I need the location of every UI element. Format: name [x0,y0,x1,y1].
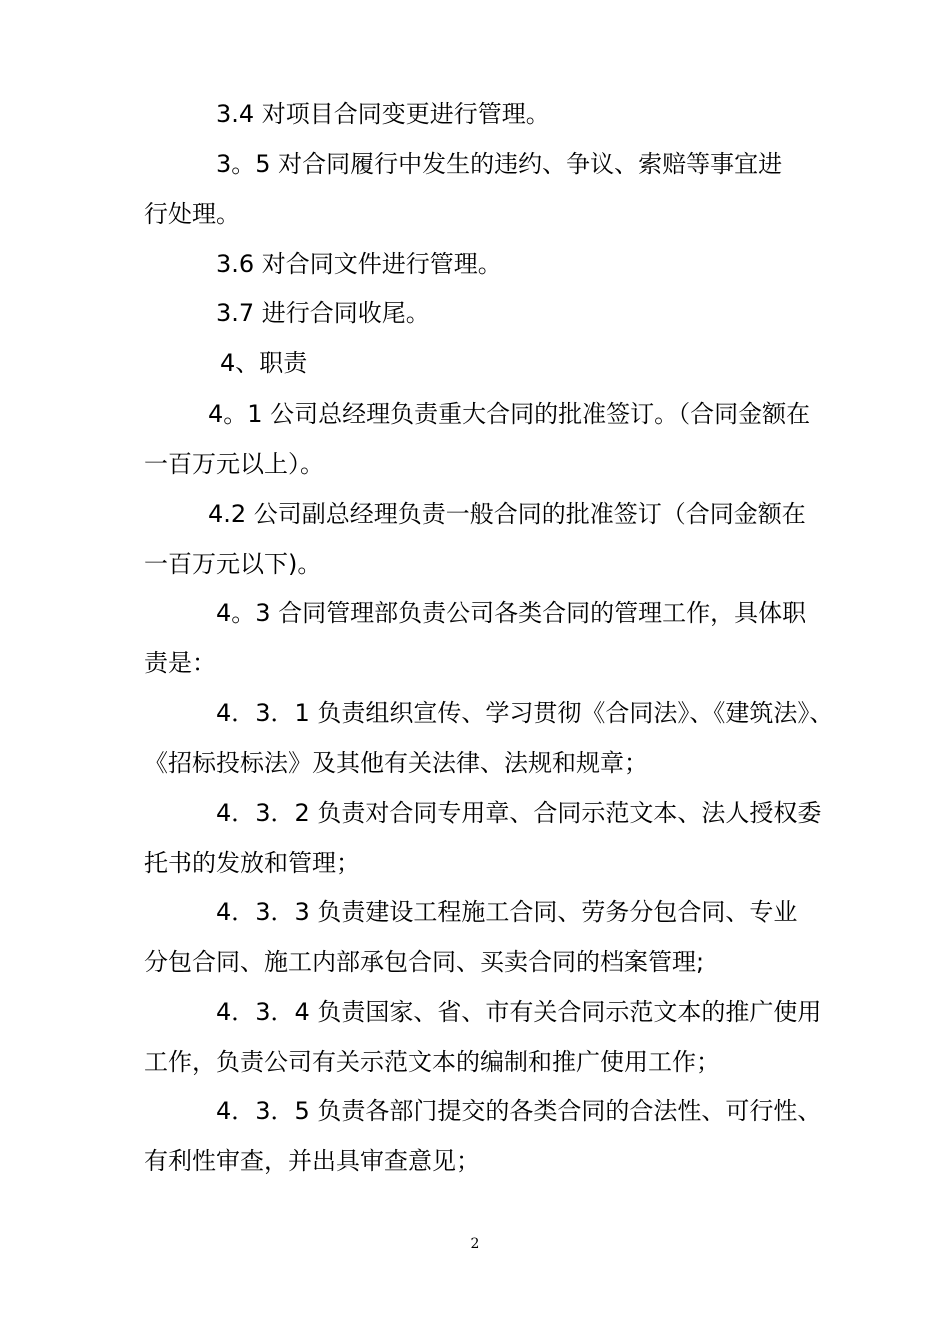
text-line: 一百万元以下)。 [144,550,322,578]
paragraph-4-3-2 [144,788,822,888]
text-line: 托书的发放和管理； [144,849,360,877]
paragraph-3-5 [144,139,814,239]
text-line: 3.4 对项目合同变更进行管理。 [216,100,550,128]
text-line: 工作，负责公司有关示范文本的编制和推广使用工作； [144,1048,720,1076]
text-line: 4.2 公司副总经理负责一般合同的批准签订（合同金额在 [208,500,806,528]
text-line: 3.7 进行合同收尾。 [216,299,430,327]
text-line: 行处理。 [144,200,240,228]
paragraph-4-3-3 [144,887,814,987]
page-number: 2 [470,1236,480,1252]
text-line: 4．3．1 负责组织宣传、学习贯彻《合同法》、《建筑法》、 [216,699,834,727]
text-line: 一百万元以上）。 [144,450,324,478]
text-line: 分包合同、施工内部承包合同、买卖合同的档案管理; [144,948,705,976]
text-line: 4。1 公司总经理负责重大合同的批准签订。（合同金额在 [208,400,811,428]
paragraph-4-2 [144,489,814,589]
paragraph-4-3-4 [144,987,822,1087]
text-line: 有利性审查，并出具审查意见； [144,1147,480,1175]
text-line: 4．3．3 负责建设工程施工合同、劳务分包合同、专业 [216,898,798,926]
text-line: 4。3 合同管理部负责公司各类合同的管理工作，具体职 [216,599,807,627]
text-line: 责是： [144,649,216,677]
text-line: 4．3．5 负责各部门提交的各类合同的合法性、可行性、 [216,1097,822,1125]
paragraph-4-3-1 [144,688,834,788]
text-line: 3。5 对合同履行中发生的违约、争议、索赔等事宜进 [216,150,783,178]
text-line: 4．3．2 负责对合同专用章、合同示范文本、法人授权委 [216,799,822,827]
text-line: 4、职责 [220,349,308,377]
text-line: 3.6 对合同文件进行管理。 [216,250,502,278]
paragraph-4-1 [144,389,814,489]
section-heading-4 [144,338,814,388]
paragraph-4-3 [144,588,814,688]
text-line: 4．3．4 负责国家、省、市有关合同示范文本的推广使用 [216,998,822,1026]
paragraph-4-3-5 [144,1086,822,1186]
paragraph-3-6 [144,239,814,289]
text-line: 《招标投标法》及其他有关法律、法规和规章； [144,749,648,777]
paragraph-3-7 [144,288,814,338]
paragraph-3-4 [144,89,814,139]
